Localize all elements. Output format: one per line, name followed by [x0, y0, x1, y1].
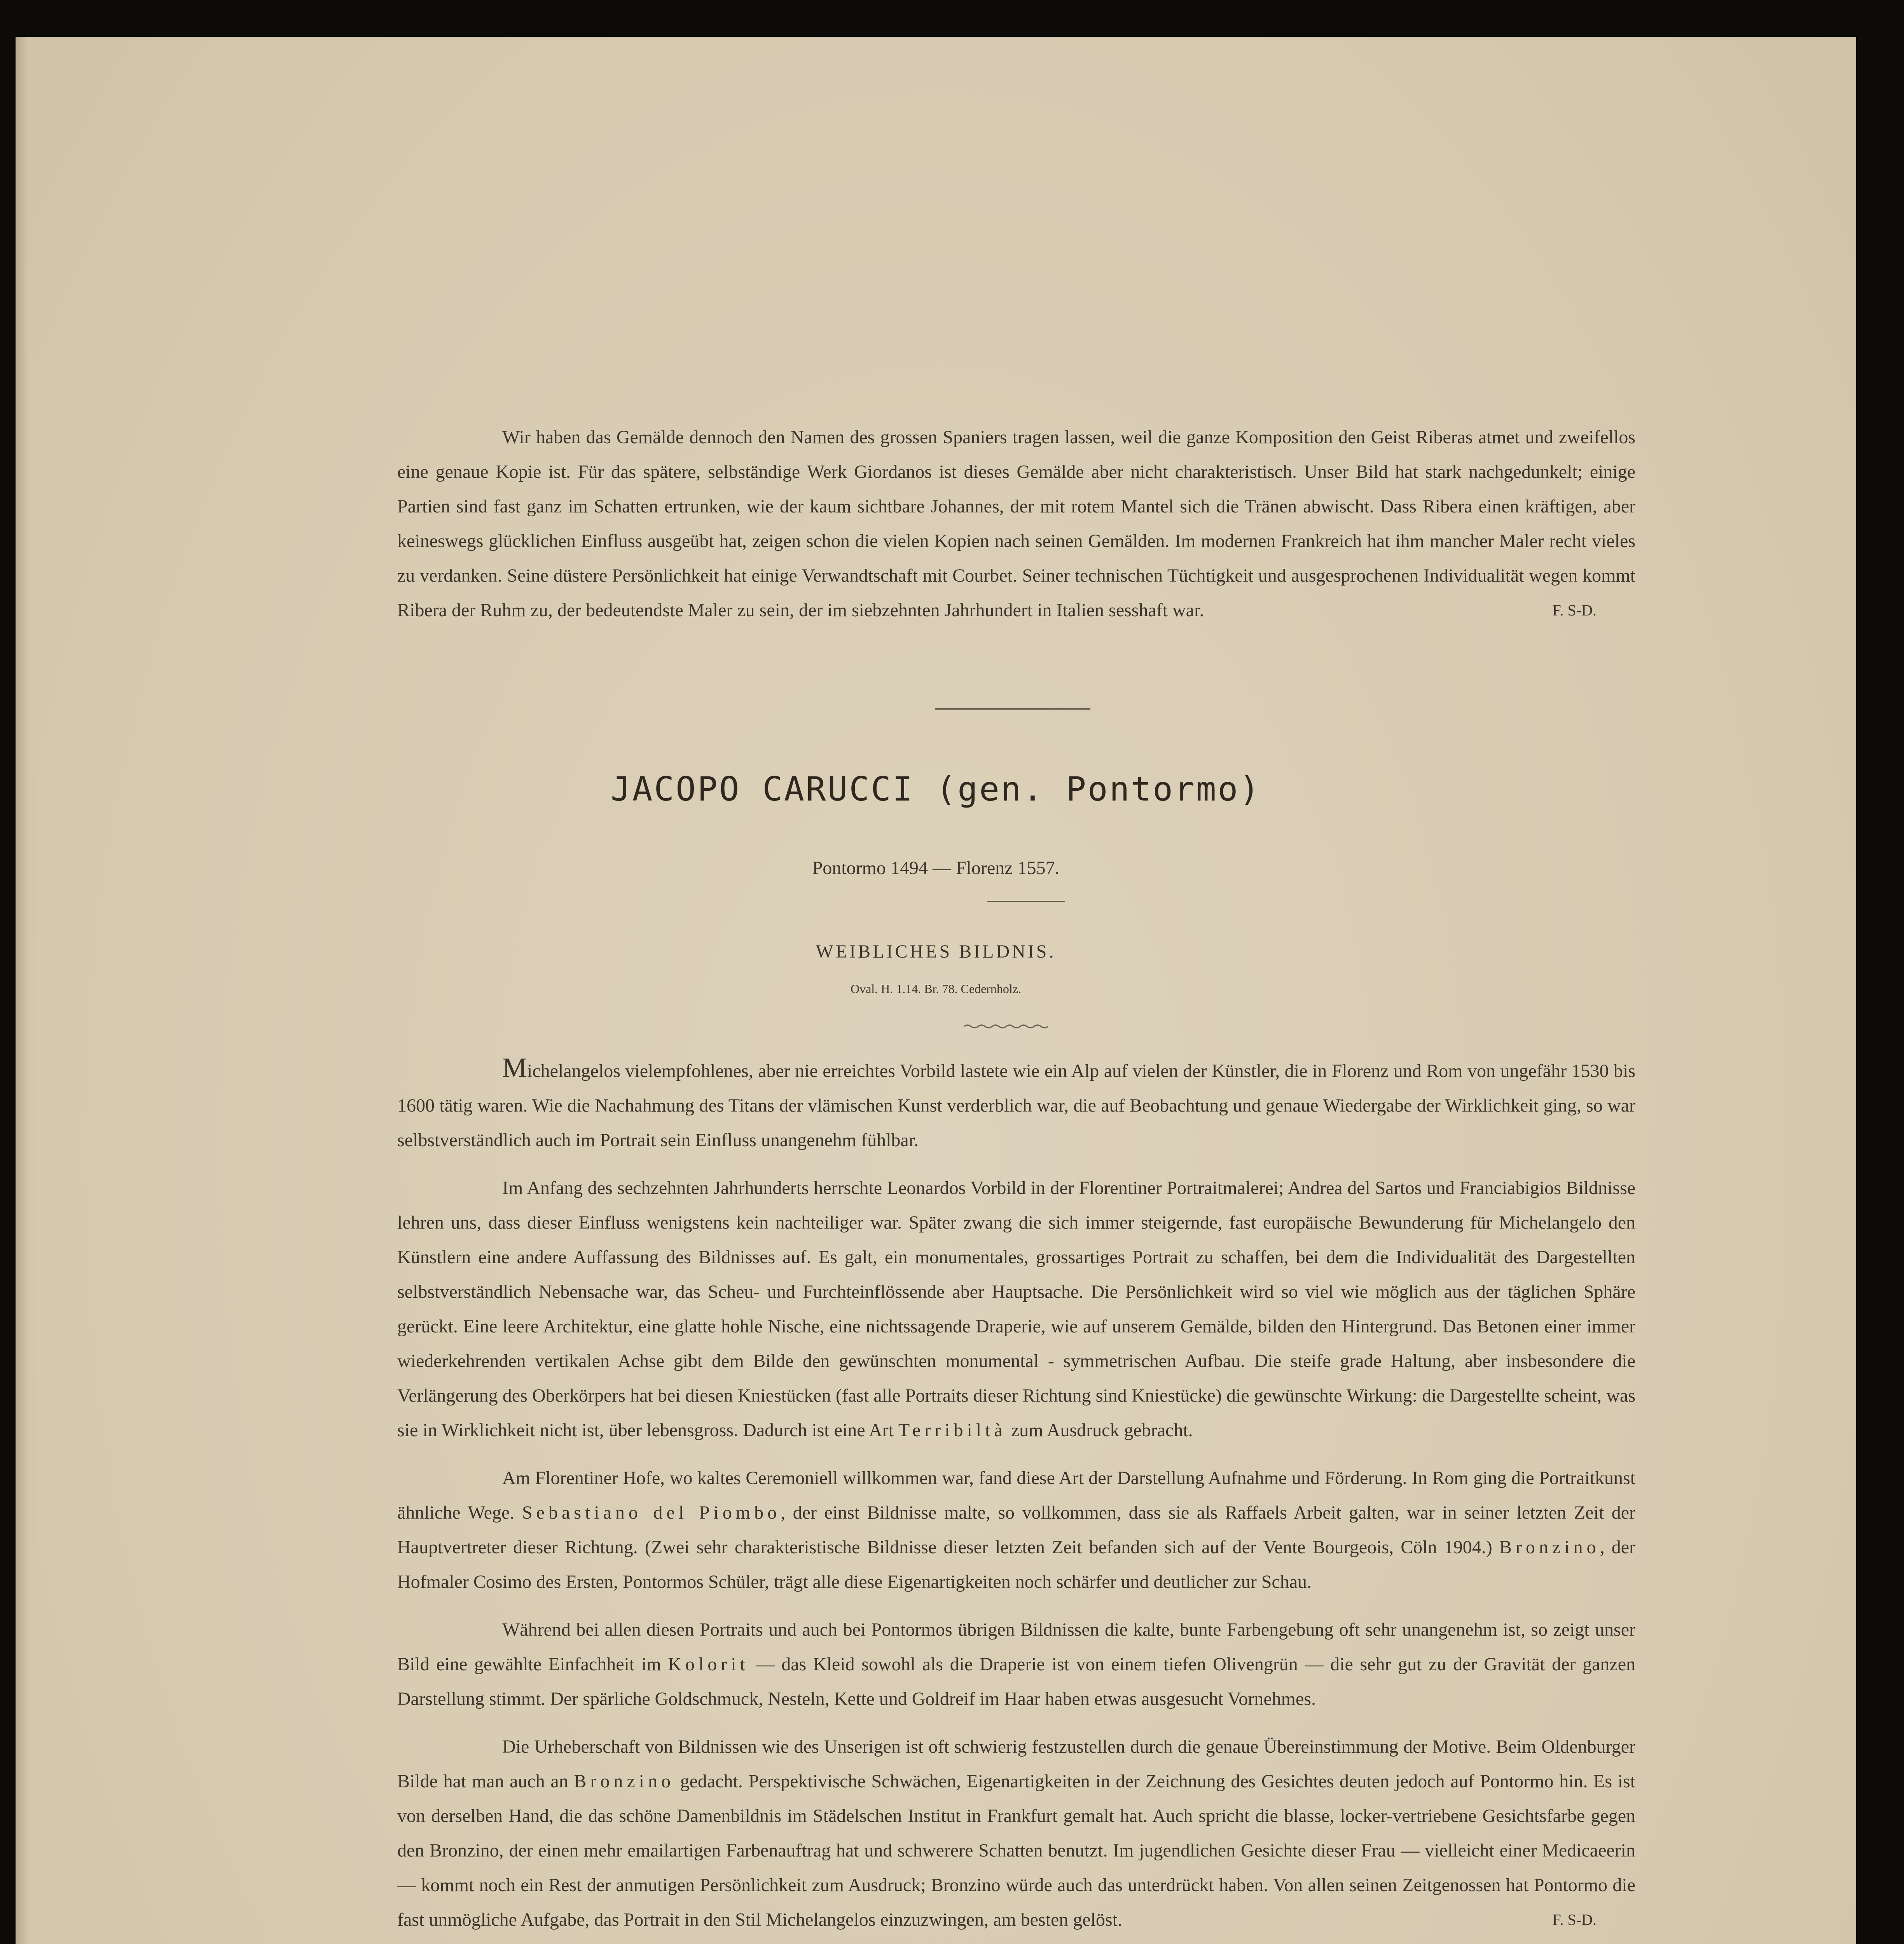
- section-divider-top: [935, 708, 1090, 710]
- paragraph-2-emphasis: Terribiltà: [898, 1420, 1006, 1441]
- intro-paragraph: [397, 420, 1635, 628]
- artwork-specs: Oval. H. 1.14. Br. 78. Cedernholz.: [850, 982, 1022, 996]
- wavy-ornament: [964, 1023, 1050, 1030]
- paragraph-4-text-a: Während bei allen diesen Portraits und auch bei Pontormos übrigen Bildnissen die kalte, bunte Farbengebung oft sehr unangenehm ist, so zeigt unser Bild eine gewählte Einfachheit im: [397, 1619, 1635, 1675]
- title-divider: [987, 901, 1065, 902]
- paragraph-3-emphasis-1: Sebastiano del Piombo: [522, 1502, 781, 1523]
- paragraph-5-text-a: Die Urheberschaft von Bildnissen wie des Unserigen ist oft schwierig festzustellen durch die genaue Übereinstimmung der Motive. Beim Oldenburger Bilde hat man auch an: [397, 1736, 1635, 1792]
- paragraph-4: [397, 1612, 1635, 1716]
- paragraph-3-text-c: , der Hofmaler Cosimo des Ersten, Pontormos Schüler, trägt alle diese Eigenartigkeiten noch schärfer und deutlicher zur Schau.: [397, 1537, 1636, 1592]
- paragraph-3-emphasis-2: Bronzino: [1499, 1537, 1600, 1558]
- paragraph-5-emphasis: Bronzino: [574, 1771, 674, 1792]
- artist-dates: Pontormo 1494 — Florenz 1557.: [812, 858, 1060, 878]
- paragraph-1: [397, 1054, 1635, 1157]
- paragraph-2-text-a: Im Anfang des sechzehnten Jahrhunderts herrschte Leonardos Vorbild in der Florentiner Portraitmalerei; Andrea del Sartos und Franciabigios Bildnisse lehren uns, dass dieser Einfluss wenigstens kein nachteiliger war. Später zwang die sich immer steigernde, fast europäische Bewunderung für Michelangelo den Künstlern eine andere Auffassung des Bildnisses auf. Es galt, ein monumentales, grossartiges Portrait zu schaffen, bei dem die Individualität des Dargestellten selbstverständlich Nebensache war, das Scheu- und Furchteinflössende aber Hauptsache. Die Persönlichkeit wird so viel wie möglich aus der täglichen Sphäre gerückt. Eine leere Architektur, eine glatte hohle Nische, eine nichtssagende Draperie, wie auf unserem Gemälde, bilden den Hintergrund. Das Betonen einer immer wiederkehrenden vertikalen Achse gibt dem Bilde den gewünschten monumental - symmetrischen Aufbau. Die steife grade Haltung, aber insbesondere die Verlängerung des Oberkörpers hat bei diesen Kniestücken (fast alle Portraits dieser Richtung sind Kniestücke) die gewünschte Wirkung: die Dargestellte scheint, was sie in Wirklichkeit nicht ist, über lebensgross. Dadurch ist eine Art: [397, 1178, 1635, 1441]
- paragraph-3: [397, 1461, 1635, 1599]
- paragraph-3-text-b: , der einst Bildnisse malte, so vollkommen, dass sie als Raffaels Arbeit galten, war in seiner letzten Zeit der Hauptvertreter dieser Richtung. (Zwei sehr charakteristische Bildnisse dieser letzten Zeit befanden sich auf der Vente Bourgeois, Cöln 1904.): [397, 1502, 1636, 1558]
- paragraph-2: [397, 1171, 1635, 1448]
- article-signature: F. S-D.: [1552, 1911, 1597, 1928]
- intro-section: [397, 420, 1635, 628]
- paragraph-3-text-a: Am Florentiner Hofe, wo kaltes Ceremoniell willkommen war, fand diese Art der Darstellung Aufnahme und Förderung. In Rom ging die Portraitkunst ähnliche Wege.: [397, 1468, 1635, 1523]
- paragraph-5-text-b: gedacht. Perspektivische Schwächen, Eigenartigkeiten in der Zeichnung des Gesichtes deuten jedoch auf Pontormo hin. Es ist von derselben Hand, die das schöne Damenbildnis im Städelschen Institut in Frankfurt gemalt hat. Auch spricht die blasse, locker-vertriebene Gesichtsfarbe gegen den Bronzino, der einen mehr emailartigen Farbenauftrag hat und schwerere Schatten benutzt. Im jugendlichen Gesichte dieser Frau — vielleicht einer Medicaeerin — kommt noch ein Rest der anmutigen Persönlichkeit zum Ausdruck; Bronzino würde auch das unterdrückt haben. Von allen seinen Zeitgenossen hat Pontormo die fast unmögliche Aufgabe, das Portrait in den Stil Michelangelos einzuzwingen, am besten gelöst.: [397, 1771, 1636, 1930]
- paragraph-1-dropcap: M: [502, 1052, 528, 1083]
- paragraph-4-text-b: — das Kleid sowohl als die Draperie ist von einem tiefen Olivengrün — die sehr gut zu der Gravität der ganzen Darstellung stimmt. Der spärliche Goldschmuck, Nesteln, Kette und Goldreif im Haar haben etwas ausgesucht Vornehmes.: [397, 1654, 1635, 1709]
- paragraph-2-text-b: zum Ausdruck gebracht.: [1011, 1420, 1193, 1441]
- intro-signature: F. S-D.: [1552, 601, 1597, 619]
- intro-text: Wir haben das Gemälde dennoch den Namen des grossen Spaniers tragen lassen, weil die ganze Komposition den Geist Riberas atmet und zweifellos eine genaue Kopie ist. Für das spätere, selbständige Werk Giordanos ist dieses Gemälde aber nicht charakteristisch. Unser Bild hat stark nachgedunkelt; einige Partien sind fast ganz im Schatten ertrunken, wie der kaum sichtbare Johannes, der mit rotem Mantel sich die Tränen abwischt. Dass Ribera einen kräftigen, aber keineswegs glücklichen Einfluss ausgeübt hat, zeigen schon die vielen Kopien nach seinen Gemälden. Im modernen Frankreich hat ihm mancher Maler recht vieles zu verdanken. Seine düstere Persönlichkeit hat einige Verwandtschaft mit Courbet. Seiner technischen Tüchtigkeit und ausgesprochenen Individualität wegen kommt Ribera der Ruhm zu, der bedeutendste Maler zu sein, der im siebzehnten Jahrhundert in Italien sesshaft war.: [397, 427, 1635, 621]
- paragraph-1-text: ichelangelos vielempfohlenes, aber nie erreichtes Vorbild lastete wie ein Alp auf vielen der Künstler, die in Florenz und Rom von ungefähr 1530 bis 1600 tätig waren. Wie die Nachahmung des Titans der vlämischen Kunst verderblich war, die auf Beobachtung und genaue Wiedergabe der Wirklichkeit ging, so war selbstverständlich auch im Portrait sein Einfluss unangenehm fühlbar.: [397, 1061, 1635, 1150]
- article-title: JACOPO CARUCCI (gen. Pontormo): [610, 770, 1261, 809]
- artwork-title: WEIBLICHES BILDNIS.: [816, 941, 1056, 962]
- page-sheet: [16, 37, 1856, 1944]
- article-body: [397, 1054, 1635, 1937]
- paragraph-4-emphasis: Kolorit: [668, 1654, 749, 1675]
- paragraph-5: [397, 1729, 1635, 1937]
